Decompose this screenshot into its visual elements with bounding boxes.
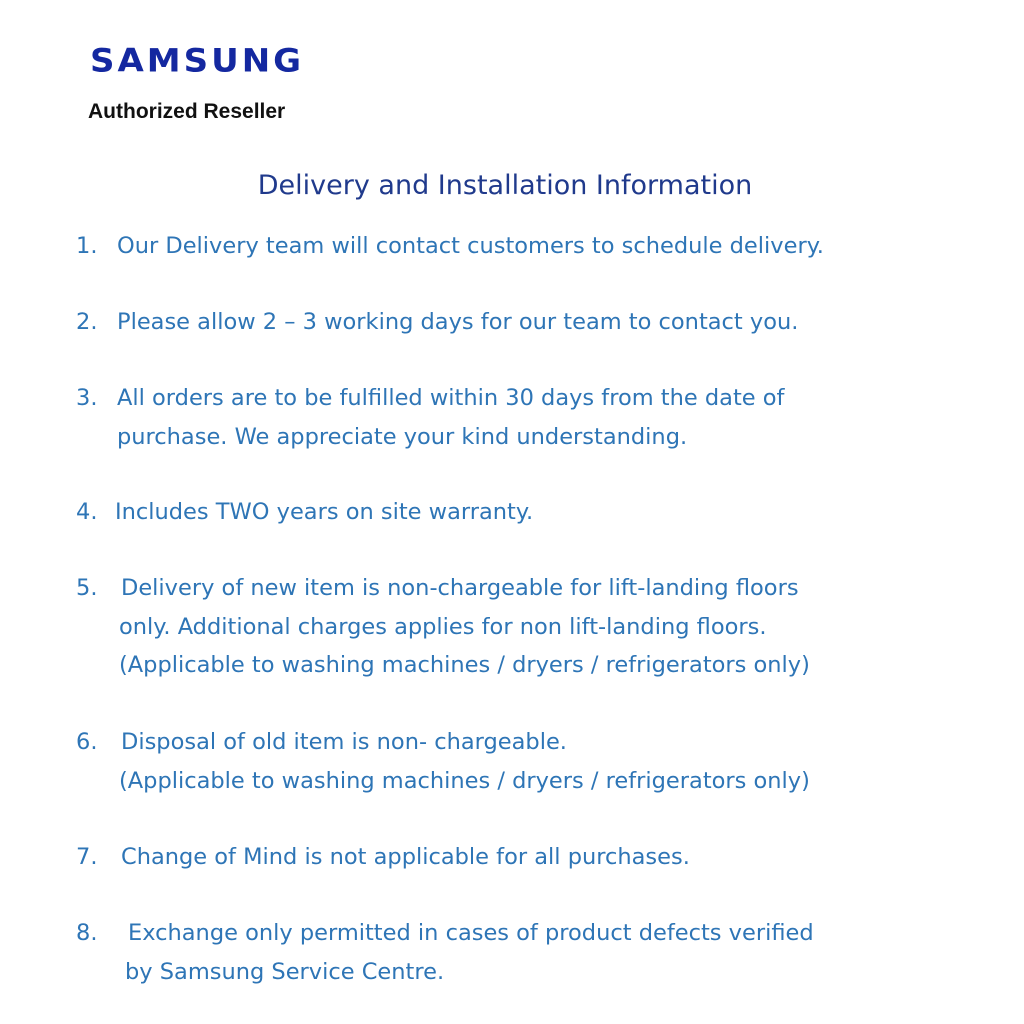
item-text: All orders are to be fulfilled within 30 days from the date of: [117, 385, 785, 411]
list-item: [76, 914, 1016, 991]
item-number: 5.: [76, 575, 98, 601]
item-text: Our Delivery team will contact customers to schedule delivery.: [117, 233, 824, 259]
reseller-label: Authorized Reseller: [88, 100, 286, 123]
samsung-logo: SAMSUNG: [90, 42, 305, 80]
item-number: 8.: [76, 920, 98, 946]
list-item: [76, 838, 1016, 877]
list-item: [76, 493, 1016, 532]
item-text: Disposal of old item is non- chargeable.: [121, 729, 567, 755]
item-text: (Applicable to washing machines / dryers / refrigerators only): [119, 652, 810, 678]
item-number: 4.: [76, 499, 98, 525]
item-number: 1.: [76, 233, 98, 259]
item-number: 7.: [76, 844, 98, 870]
item-number: 3.: [76, 385, 98, 411]
item-text: only. Additional charges applies for non lift-landing floors.: [119, 613, 767, 640]
item-number: 2.: [76, 309, 98, 335]
item-text: Delivery of new item is non-chargeable for lift-landing floors: [121, 575, 799, 601]
item-text: purchase. We appreciate your kind understanding.: [117, 423, 688, 450]
item-text: Exchange only permitted in cases of product defects verified: [128, 920, 814, 946]
list-item: [76, 227, 1016, 266]
document-title: Delivery and Installation Information: [257, 170, 753, 201]
item-text: by Samsung Service Centre.: [125, 958, 445, 985]
list-item: [76, 303, 1016, 342]
item-text: Change of Mind is not applicable for all purchases.: [121, 844, 690, 870]
list-item: [76, 723, 1016, 800]
item-text: Includes TWO years on site warranty.: [115, 499, 534, 525]
list-item: [76, 379, 1016, 456]
list-item: [76, 569, 1016, 685]
item-text: Please allow 2 – 3 working days for our team to contact you.: [117, 309, 799, 335]
item-number: 6.: [76, 729, 98, 755]
item-text: (Applicable to washing machines / dryers / refrigerators only): [119, 767, 810, 794]
